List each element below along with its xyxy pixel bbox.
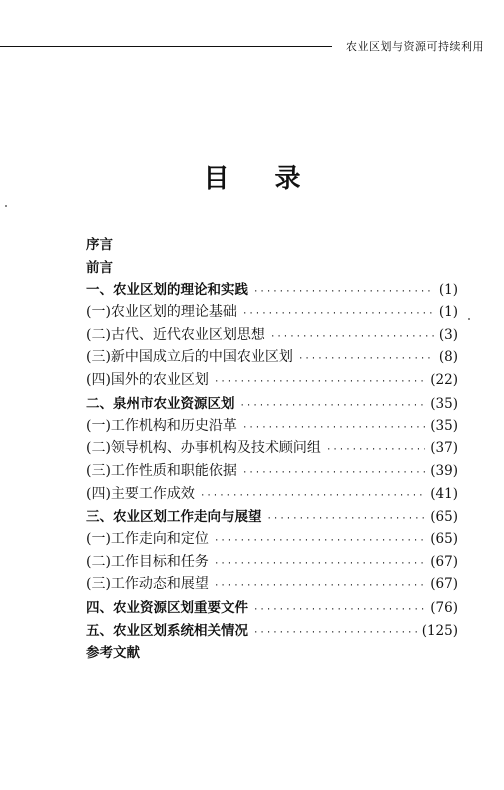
toc-entry-label: (四)国外的农业区划 — [86, 372, 209, 389]
toc-entry[interactable] — [86, 369, 458, 392]
toc-entry[interactable] — [86, 256, 458, 279]
toc-entry-label: 参考文献 — [86, 645, 140, 662]
scan-speck — [468, 318, 470, 320]
toc-entry-page-number: (76) — [430, 600, 458, 616]
toc-dot-leader — [240, 401, 426, 411]
toc-dot-leader — [298, 354, 434, 364]
toc-entry-label: (一)工作走向和定位 — [86, 530, 209, 547]
toc-entry-page-number: (1) — [438, 304, 458, 321]
toc-entry-label: (三)工作性质和职能依据 — [86, 462, 237, 479]
toc-dot-leader — [253, 605, 425, 615]
toc-entry-page-number: (37) — [430, 440, 458, 457]
toc-dot-leader — [200, 491, 425, 501]
toc-entry-label: 四、农业资源区划重要文件 — [86, 600, 248, 616]
toc-entry[interactable] — [86, 278, 458, 301]
toc-entry-label: 序言 — [86, 237, 113, 253]
header-rule — [0, 46, 332, 47]
toc-entry-label: (三)工作动态和展望 — [86, 576, 209, 593]
toc-dot-leader — [242, 423, 425, 433]
toc-entry[interactable] — [86, 573, 458, 596]
toc-dot-leader — [214, 581, 425, 591]
toc-entry-page-number: (35) — [430, 417, 458, 434]
toc-dot-leader — [214, 536, 425, 546]
toc-dot-leader — [242, 309, 434, 319]
toc-entry[interactable] — [86, 301, 458, 324]
toc-dot-leader — [253, 628, 417, 638]
toc-entry-label: (二)领导机构、办事机构及技术顾问组 — [86, 440, 321, 457]
toc-entry[interactable] — [86, 483, 458, 506]
toc-dot-leader — [253, 287, 434, 297]
toc-entry-page-number: (67) — [430, 576, 458, 593]
toc-entry-page-number: (35) — [430, 395, 458, 412]
toc-dot-leader — [326, 445, 425, 455]
toc-entry-page-number: (41) — [430, 485, 458, 502]
toc-entry[interactable] — [86, 619, 458, 642]
toc-entry[interactable] — [86, 346, 458, 369]
toc-entry-label: (二)古代、近代农业区划思想 — [86, 326, 265, 343]
toc-entry-page-number: (67) — [430, 553, 458, 570]
toc-entry[interactable] — [86, 641, 458, 664]
page-title: 目 录 — [203, 164, 319, 194]
toc-entry[interactable] — [86, 415, 458, 438]
toc-entry[interactable] — [86, 392, 458, 415]
toc-dot-leader — [214, 559, 425, 569]
toc-entry-page-number: (65) — [430, 530, 458, 547]
toc-entry-label: (一)农业区划的理论基础 — [86, 304, 237, 321]
toc-dot-leader — [267, 514, 426, 524]
toc-dot-leader — [270, 332, 434, 342]
toc-entry[interactable] — [86, 528, 458, 551]
toc-entry[interactable] — [86, 324, 458, 347]
toc-entry[interactable] — [86, 505, 458, 528]
scan-speck — [5, 205, 7, 207]
toc-entry-label: (一)工作机构和历史沿革 — [86, 417, 237, 434]
toc-entry[interactable] — [86, 437, 458, 460]
toc-dot-leader — [242, 468, 425, 478]
toc-entry-label: (三)新中国成立后的中国农业区划 — [86, 349, 293, 366]
toc-entry[interactable] — [86, 460, 458, 483]
toc-entry-page-number: (65) — [430, 509, 458, 526]
toc-entry[interactable] — [86, 551, 458, 574]
table-of-contents — [86, 233, 458, 664]
toc-entry-page-number: (22) — [430, 372, 458, 389]
toc-entry-label: 一、农业区划的理论和实践 — [86, 282, 248, 299]
toc-entry-label: (二)工作目标和任务 — [86, 553, 209, 570]
toc-entry-label: 五、农业区划系统相关情况 — [86, 622, 248, 639]
toc-entry-page-number: (39) — [430, 462, 458, 479]
toc-entry-label: 前言 — [86, 259, 113, 276]
toc-entry-label: 三、农业区划工作走向与展望 — [86, 509, 262, 526]
toc-entry-page-number: (1) — [438, 282, 458, 299]
toc-entry-page-number: (8) — [438, 349, 458, 366]
toc-entry-label: 二、泉州市农业资源区划 — [86, 395, 235, 412]
toc-entry-label: (四)主要工作成效 — [86, 485, 195, 502]
toc-entry[interactable] — [86, 596, 458, 619]
running-header-title: 农业区划与资源可持续利用 — [346, 40, 484, 53]
toc-entry[interactable] — [86, 233, 458, 256]
toc-dot-leader — [214, 377, 425, 387]
toc-entry-page-number: (3) — [438, 326, 458, 343]
toc-entry-page-number: (125) — [421, 622, 458, 639]
